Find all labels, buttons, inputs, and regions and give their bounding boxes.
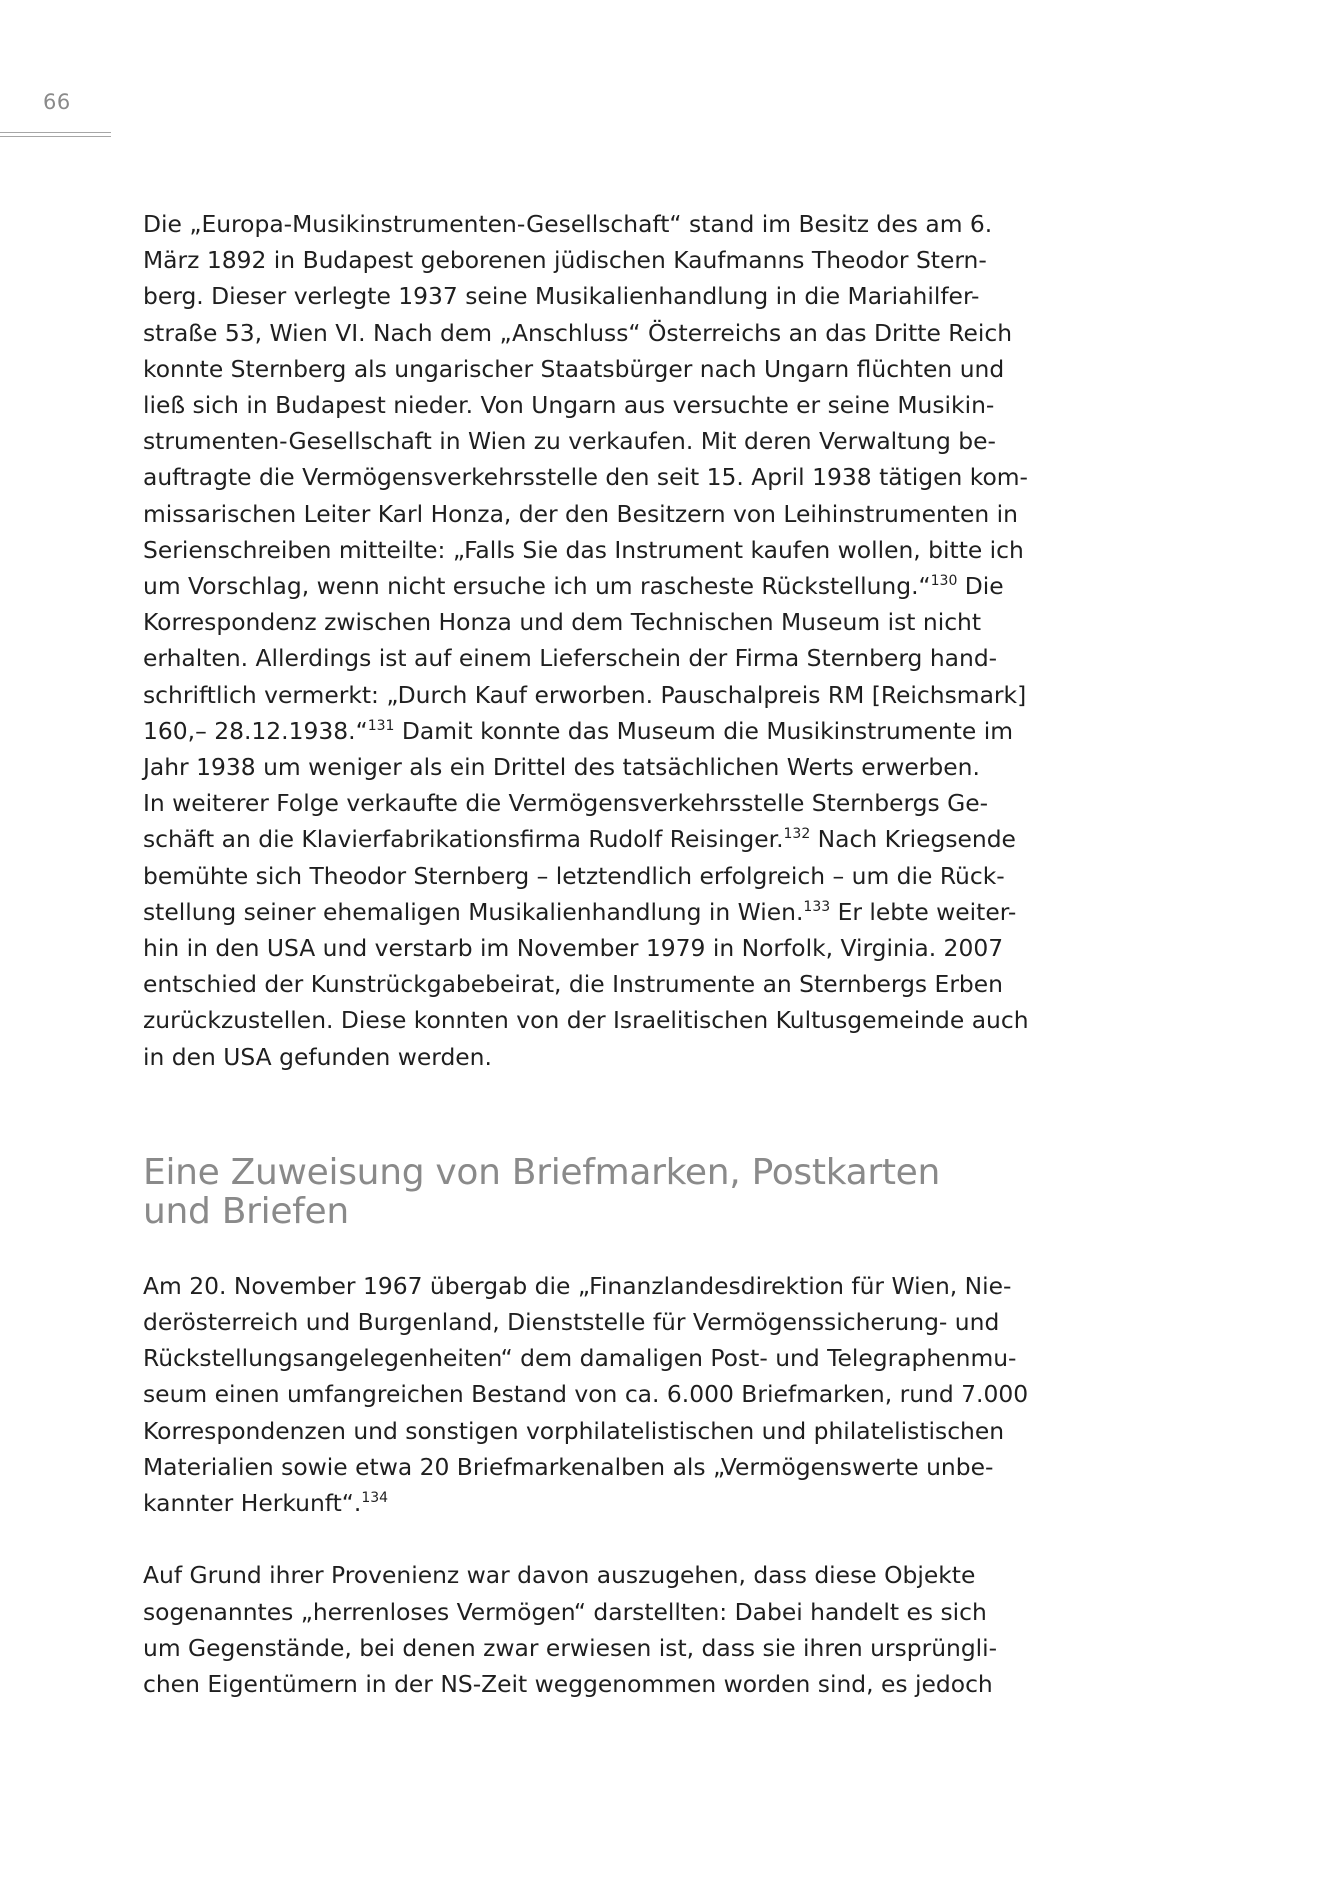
paragraph-text: Damit konnte das Museum die Musikinstrumente im Jahr 1938 um weniger als ein Drittel des tatsächlichen Werts erwerben. In weiterer Folge verkaufte die Vermögensverkehrsstelle Sternbergs Ge- schäft an die Klavierfabrikationsfirma Rudolf Reisinger. — [143, 716, 1014, 854]
paragraph-text: Die Korrespondenz zwischen Honza und dem Technischen Museum ist nicht erhalten. Allerdings ist auf einem Lieferschein der Firma Sternberg hand- schriftlich vermerkt: „Durch Kauf erworben. Pauschalpreis RM [Reichsmark] 160,– 28.12.1938.“ — [143, 572, 1027, 745]
paragraph-text: Die „Europa-Musikinstrumenten-Gesellschaft“ stand im Besitz des am 6. März 1892 in Budapest geborenen jüdischen Kaufmanns Theodor Stern- berg. Dieser verlegte 1937 seine Musikalienhandlung in die Mariahilfer- straße 53, Wien VI. Nach dem „Anschluss“ Österreichs an das Dritte Reich konnte Sternberg als ungarischer Staatsbürger nach Ungarn flüchten und ließ sich in Budapest nieder. Von Ungarn aus versuchte er seine Musikin- strumenten-Gesellschaft in Wien zu verkaufen. Mit deren Verwaltung be- auftragte die Vermögensverkehrsstelle den seit 15. April 1938 tätigen kom- missarischen Leiter Karl Honza, der den Besitzern von Leihinstrumenten in Serienschreiben mitteilte: „Falls Sie das Instrument kaufen wollen, bitte ich um Vorschlag, wenn nicht ersuche ich um rascheste Rückstellung.“ — [143, 210, 1028, 601]
page-number: 66 — [43, 90, 71, 114]
paragraph-provenienz — [143, 1557, 1043, 1702]
header-rule-top — [0, 132, 111, 133]
footnote-ref-134: 134 — [361, 1490, 389, 1507]
paragraph-sternberg — [143, 206, 1043, 1075]
paragraph-text: Am 20. November 1967 übergab die „Finanzlandesdirektion für Wien, Nie- derösterreich und Burgenland, Dienststelle für Vermögenssicherung- und Rückstellungsangelegenheiten“ dem damaligen Post- und Telegraphenmu- seum einen umfangreichen Bestand von ca. 6.000 Briefmarken, rund 7.000 Korrespondenzen und sonstigen vorphilatelistischen und philatelistischen Materialien sowie etwa 20 Briefmarkenalben als „Vermögenswerte unbe- kannter Herkunft“. — [143, 1271, 1029, 1518]
section-heading: Eine Zuweisung von Briefmarken, Postkarten und Briefen — [143, 1151, 941, 1232]
header-rule-bottom — [0, 136, 111, 137]
footnote-ref-131: 131 — [367, 717, 395, 734]
main-content — [143, 206, 1043, 1702]
paragraph-text: Nach Kriegsende bemühte sich Theodor Sternberg – letztendlich erfolgreich – um die Rück- stellung seiner ehemaligen Musikalienhandlung in Wien. — [143, 825, 1016, 926]
paragraph-text: Auf Grund ihrer Provenienz war davon auszugehen, dass diese Objekte sogenanntes „herrenloses Vermögen“ darstellten: Dabei handelt es sich um Gegenstände, bei denen zwar erwiesen ist, dass sie ihren ursprüngli- chen Eigentümern in der NS-Zeit weggenommen worden sind, es jedoch — [143, 1561, 998, 1698]
paragraph-text: Er lebte weiter- hin in den USA und verstarb im November 1979 in Norfolk, Virginia. 2007 entschied der Kunstrückgabebeirat, die Instrumente an Sternbergs Erben zurückzustellen. Diese konnten von der Israelitischen Kultusgemeinde auch in den USA gefunden werden. — [143, 897, 1029, 1071]
paragraph-zuweisung — [143, 1268, 1043, 1521]
footnote-ref-132: 132 — [783, 826, 811, 843]
footnote-ref-130: 130 — [930, 573, 958, 590]
footnote-ref-133: 133 — [803, 898, 831, 915]
